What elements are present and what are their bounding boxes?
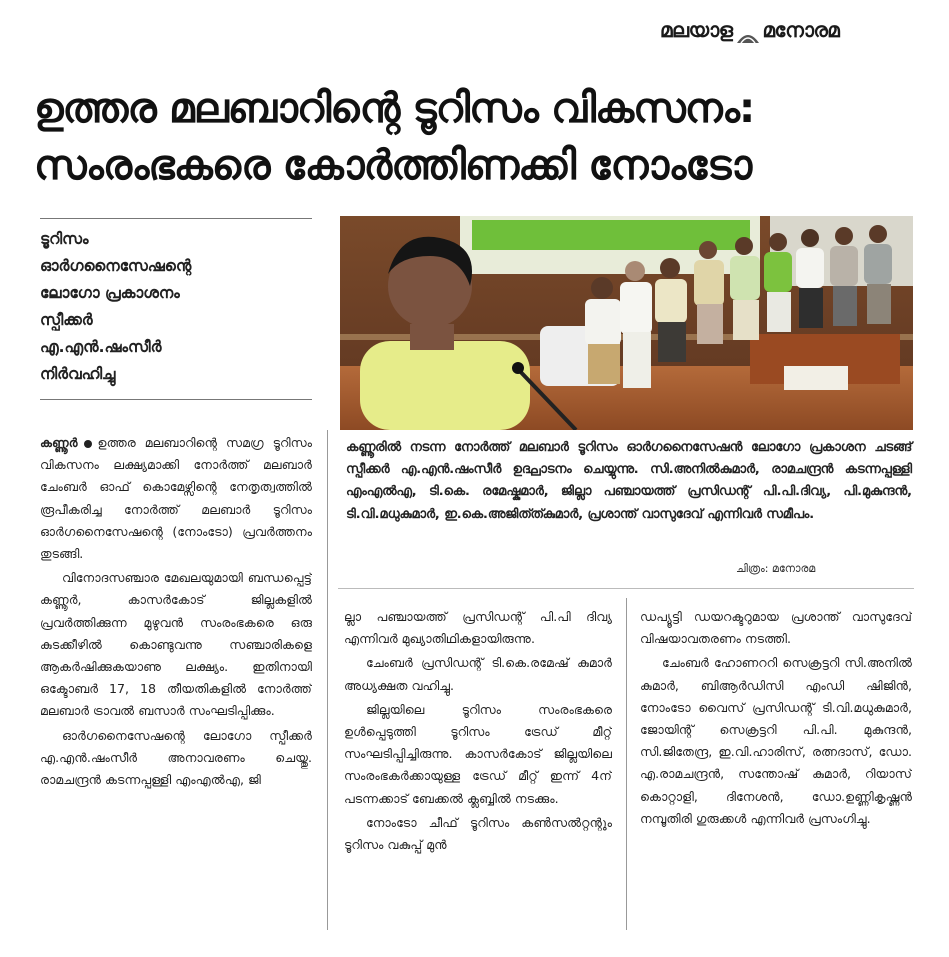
column-divider — [327, 430, 328, 930]
column-divider — [626, 598, 627, 930]
deck-bottom-rule — [40, 399, 312, 400]
article-paragraph: ജില്ലയിലെ ടൂറിസം സംരംഭകരെ ഉൾപ്പെടുത്തി ടൂറിസം ട്രേഡ് മീറ്റ് സംഘടിപ്പിച്ചിരുന്നു. കാസർകോട് ജില്ലയിലെ സംരംഭകർക്കായുള്ള ട്രേഡ് മീറ്റ് ഇന്ന് 4ന് പടന്നക്കാട് ബേക്കൽ ക്ലബ്ബിൽ നടക്കും. — [344, 701, 612, 806]
article-paragraph: നോംടോ ചീഫ് ടൂറിസം കൺസൽറ്റന്റും ടൂറിസം വകുപ്പ് മുൻ — [344, 814, 612, 853]
caption-bottom-rule — [338, 588, 914, 589]
article-paragraph: ഓർഗനൈസേഷന്റെ ലോഗോ സ്പീക്കർ എ.എൻ.ഷംസീർ അനാവരണം ചെയ്തു. രാമചന്ദ്രൻ കടന്നപ്പള്ളി എംഎൽഎ, ജി — [40, 727, 312, 788]
masthead-logo — [660, 18, 910, 52]
deck-line: ടൂറിസം — [40, 230, 89, 248]
photo-image — [340, 216, 913, 430]
article-column-2 — [344, 606, 612, 928]
masthead-left: മലയാള — [660, 18, 733, 42]
headline — [34, 80, 914, 194]
photo-credit: ചിത്രം: മനോരമ — [736, 562, 816, 575]
deck-line: ഓർഗനൈസേഷന്റെ — [40, 257, 192, 275]
article-paragraph: ചേംബർ പ്രസിഡന്റ് ടി.കെ.രമേഷ് കുമാർ അധ്യക്ഷത വഹിച്ചു. — [344, 655, 612, 693]
masthead-right: മനോരമ — [762, 18, 840, 42]
deck-top-rule — [40, 218, 312, 219]
paragraph-text: ഉത്തര മലബാറിന്റെ സമഗ്ര ടൂറിസം വികസനം ലക്ഷ്യമാക്കി നോർത്ത് മലബാർ ചേംബർ ഓഫ് കൊമേഴ്സിന്റെ നേതൃത്വത്തിൽ രൂപീകരിച്ച നോർത്ത് മലബാർ ടൂറിസം ഓർഗനൈസേഷന്റെ (നോംടോ) പ്രവർത്തനം തുടങ്ങി. — [40, 435, 312, 562]
article-column-1 — [40, 432, 312, 927]
news-photo — [340, 216, 913, 430]
headline-line-1: ഉത്തര മലബാറിന്റെ ടൂറിസം വികസനം: — [34, 84, 755, 132]
article-paragraph: ചേംബർ ഹോണററി സെക്രട്ടറി സി.അനിൽ കുമാർ, ബിആർഡിസി എംഡി ഷിജിൻ, നോംടോ വൈസ് പ്രസിഡന്റ് ടി.വി.മധുകുമാർ, ജോയിന്റ് സെക്രട്ടറി പി.പി. മുകുന്ദൻ, സി.ജിതേന്ദ്ര, ഇ.വി.ഹാരിസ്, രത്നദാസ്, ഡോ. എ.രാമചന്ദ്രൻ, സന്തോഷ് കുമാർ, റിയാസ് കൊറ്റാളി, ദിനേശൻ, ഡോ.ഉണ്ണികൃഷ്ണൻ നമ്പൂതിരി ഗുരുക്കൾ എന്നിവർ പ്രസംഗിച്ചു. — [640, 655, 912, 826]
article-paragraph: ഡപ്യൂട്ടി ഡയറക്ടറുമായ പ്രശാന്ത് വാസുദേവ് വിഷയാവതരണം നടത്തി. — [640, 609, 912, 647]
photo-caption: കണ്ണൂരിൽ നടന്ന നോർത്ത് മലബാർ ടൂറിസം ഓർഗനൈസേഷൻ ലോഗോ പ്രകാശന ചടങ്ങ് സ്പീക്കർ എ.എൻ.ഷംസീർ ഉദ്ഘാടനം ചെയ്യുന്നു. സി.അനിൽകുമാർ, രാമചന്ദ്രൻ കടന്നപ്പള്ളി എംഎൽഎ, ടി.കെ. രമേഷ്കുമാർ, ജില്ലാ പഞ്ചായത്ത് പ്രസിഡന്റ് പി.പി.ദിവ്യ, പി.മുകുന്ദൻ, ടി.വി.മധുകുമാർ, ഇ.കെ.അജിത്ത്കുമാർ, പ്രശാന്ത് വാസുദേവ് എന്നിവർ സമീപം. — [346, 440, 912, 522]
deck-line: സ്പീക്കർ — [40, 311, 93, 329]
deck-line: എ.എൻ.ഷംസീർ — [40, 338, 162, 356]
newspaper-emblem-icon — [735, 25, 761, 39]
article-paragraph: വിനോദസഞ്ചാര മേഖലയുമായി ബന്ധപ്പെട്ട് കണ്ണൂർ, കാസർകോട് ജില്ലകളിൽ പ്രവർത്തിക്കുന്ന മുഴുവൻ സംരംഭകരെ ഒരു കുടക്കീഴിൽ കൊണ്ടുവന്നു സഞ്ചാരികളെ ആകർഷിക്കുകയാണു ലക്ഷ്യം. ഇതിനായി ഒക്ടോബർ 17, 18 തീയതികളിൽ നോർത്ത് മലബാർ ട്രാവൽ ബസാർ സംഘടിപ്പിക്കും. — [40, 570, 312, 719]
deck-line: ലോഗോ പ്രകാശനം — [40, 284, 180, 302]
deck-line: നിർവഹിച്ചു — [40, 365, 116, 383]
headline-line-2: സംരംഭകരെ കോർത്തിണക്കി നോംടോ — [34, 141, 752, 189]
article-paragraph: ല്ലാ പഞ്ചായത്ത് പ്രസിഡന്റ് പി.പി ദിവ്യ എന്നിവർ മുഖ്യാതിഥികളായിരുന്നു. — [344, 609, 612, 647]
bullet-dot-icon — [84, 440, 92, 448]
subheading-deck — [40, 226, 310, 388]
article-paragraph — [40, 432, 312, 565]
dateline: കണ്ണൂർ — [40, 435, 78, 450]
article-column-3 — [640, 606, 912, 928]
